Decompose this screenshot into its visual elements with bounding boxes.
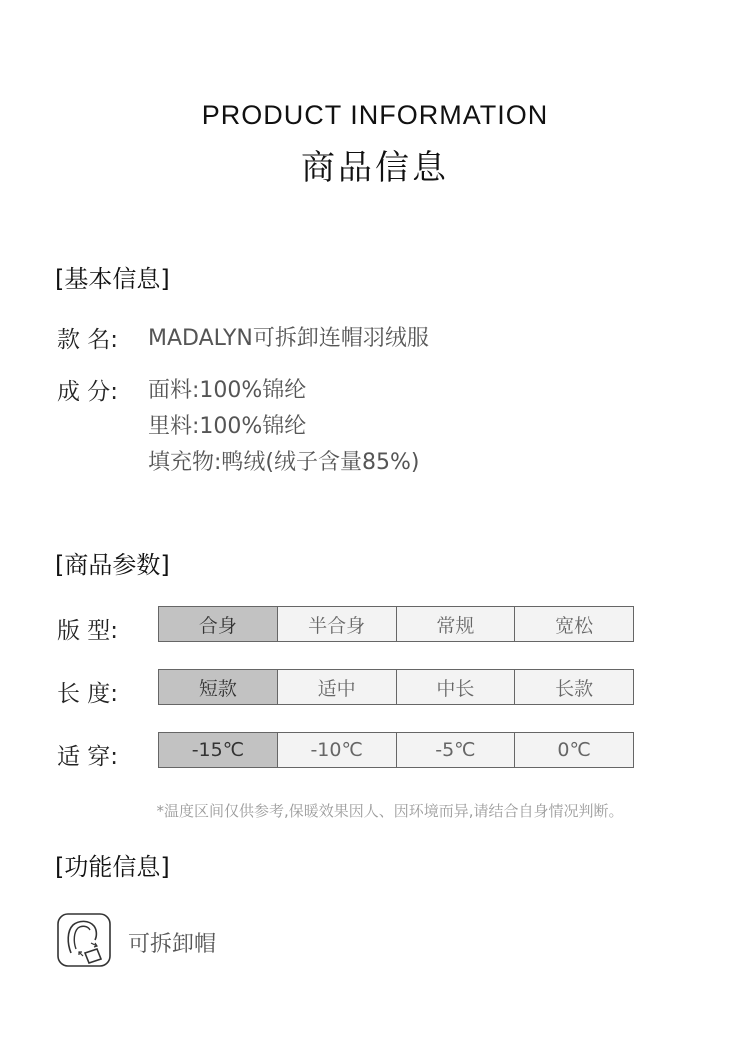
section-title-params: [商品参数]	[55, 551, 170, 579]
temperature-option: -15℃	[159, 733, 278, 767]
length-label: 长 度:	[57, 681, 119, 707]
temperature-option: 0℃	[515, 733, 633, 767]
detachable-hood-icon	[57, 913, 111, 967]
detachable-hood-label: 可拆卸帽	[128, 932, 217, 957]
temperature-label: 适 穿:	[57, 744, 119, 770]
title-chinese: 商品信息	[301, 148, 449, 188]
composition-label: 成 分:	[57, 379, 119, 405]
fit-scale	[158, 606, 634, 642]
temperature-scale	[158, 732, 634, 768]
temperature-option: -5℃	[397, 733, 516, 767]
name-value: MADALYN可拆卸连帽羽绒服	[148, 326, 429, 351]
section-title-basic: [基本信息]	[55, 265, 170, 293]
fit-option: 半合身	[278, 607, 397, 641]
composition-lining: 里料:100%锦纶	[148, 414, 307, 439]
section-title-features: [功能信息]	[55, 853, 170, 881]
fit-option: 宽松	[515, 607, 633, 641]
title-english: PRODUCT INFORMATION	[201, 100, 549, 130]
fit-option: 常规	[397, 607, 516, 641]
temperature-note: *温度区间仅供参考,保暖效果因人、因环境而异,请结合自身情况判断。	[156, 802, 624, 820]
fit-option: 合身	[159, 607, 278, 641]
length-scale	[158, 669, 634, 705]
length-option: 中长	[397, 670, 516, 704]
fit-label: 版 型:	[57, 618, 119, 644]
length-option: 适中	[278, 670, 397, 704]
length-option: 长款	[515, 670, 633, 704]
composition-filling: 填充物:鸭绒(绒子含量85%)	[148, 450, 420, 475]
composition-shell: 面料:100%锦纶	[148, 378, 307, 403]
length-option: 短款	[159, 670, 278, 704]
name-label: 款 名:	[57, 327, 119, 353]
temperature-option: -10℃	[278, 733, 397, 767]
